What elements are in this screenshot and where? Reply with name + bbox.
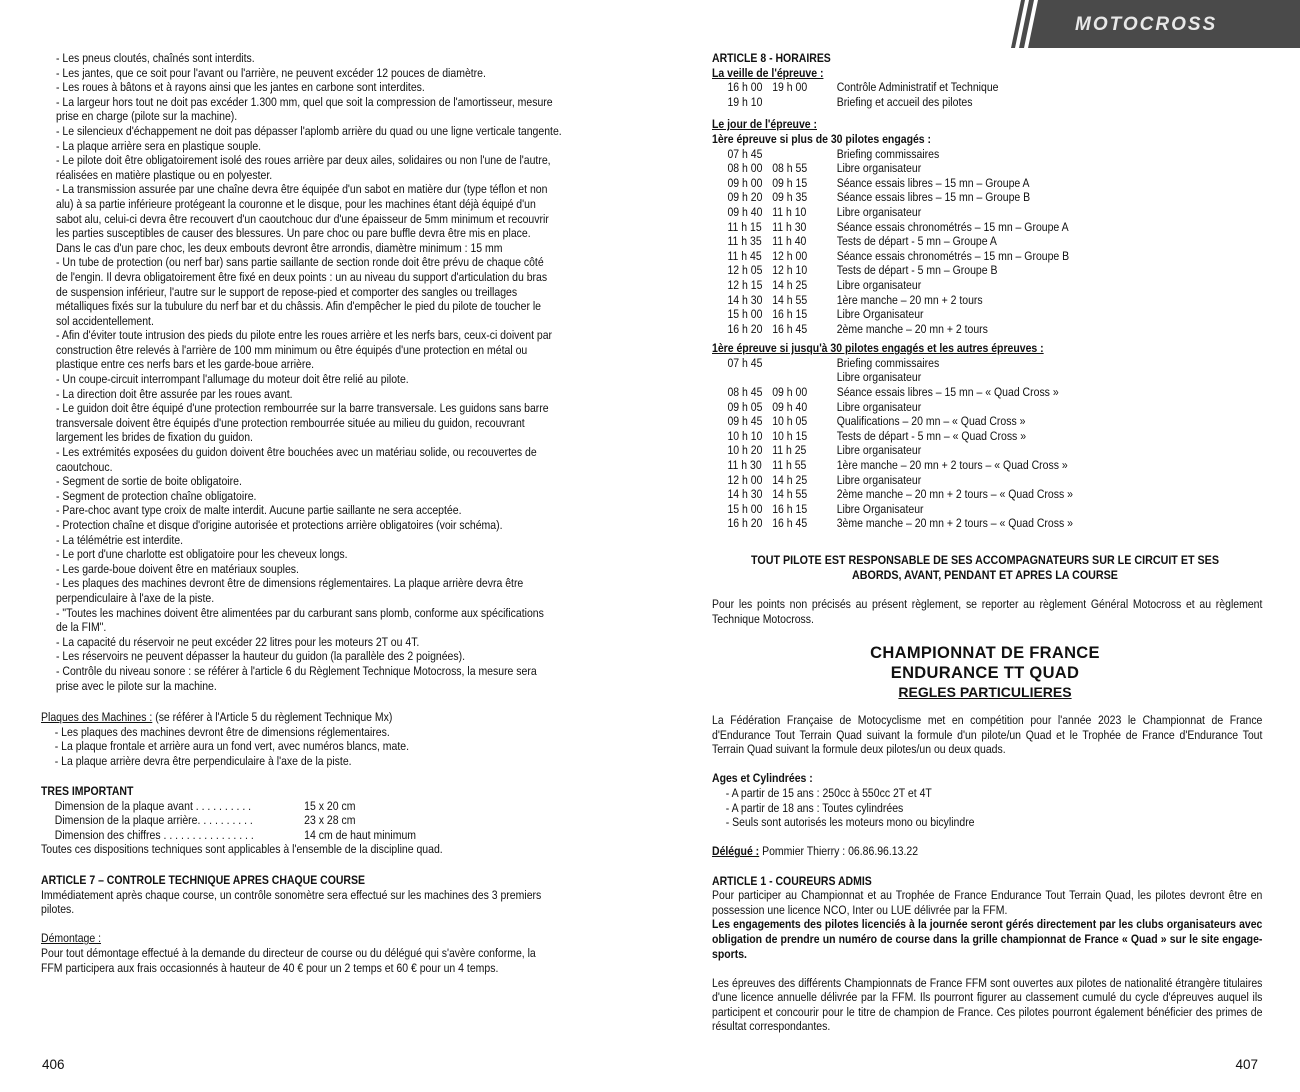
schedule-end-time: 10 h 05 bbox=[772, 414, 808, 429]
schedule-end-time: 11 h 25 bbox=[772, 443, 807, 458]
rule-line: sol accidentellement. bbox=[56, 313, 154, 328]
schedule-start-time: 10 h 10 bbox=[727, 428, 763, 443]
rule-line: largement les brides de fixation du guidon. bbox=[56, 430, 253, 445]
schedule-end-time: 09 h 15 bbox=[772, 175, 808, 190]
schedule-end-time: 12 h 10 bbox=[772, 263, 808, 278]
schedule-label: 1ère manche – 20 mn + 2 tours – « Quad Cross » bbox=[836, 458, 1068, 473]
schedule-row bbox=[712, 458, 1262, 473]
schedule-label: Libre organisateur bbox=[836, 204, 922, 219]
schedule-row bbox=[712, 234, 1262, 249]
schedule-start-time: 15 h 00 bbox=[727, 307, 763, 322]
schedule-row bbox=[712, 249, 1262, 264]
schedule-end-time: 16 h 15 bbox=[772, 307, 808, 322]
schedule-start-time: 09 h 05 bbox=[727, 399, 763, 414]
schedule-label: Tests de départ - 5 mn – « Quad Cross » bbox=[836, 428, 1027, 443]
banner-title: MOTOCROSS bbox=[1075, 14, 1218, 35]
schedule-label: Qualifications – 20 mn – « Quad Cross » bbox=[836, 414, 1026, 429]
rule-line: - La télémétrie est interdite. bbox=[56, 532, 184, 547]
schedule-row bbox=[712, 370, 1262, 385]
championship-rules bbox=[712, 713, 1262, 1034]
schedule-row bbox=[712, 487, 1262, 502]
schedule-label: Libre organisateur bbox=[836, 399, 922, 414]
rule-line: caoutchouc. bbox=[56, 459, 113, 474]
schedule-row bbox=[712, 147, 1262, 162]
delegue-value: Pommier Thierry : 06.86.96.13.22 bbox=[759, 844, 919, 859]
rule-line: - Contrôle du niveau sonore : se référer à l'article 6 du Règlement Technique Motocross, la mesure sera bbox=[56, 663, 537, 678]
dimension-value: 23 x 28 cm bbox=[304, 813, 356, 828]
jour-schedule-1 bbox=[712, 147, 1262, 337]
rule-line: de la FIM". bbox=[56, 620, 107, 635]
schedule-label: 3ème manche – 20 mn + 2 tours – « Quad Cross » bbox=[836, 516, 1073, 531]
jour-title: Le jour de l'épreuve : bbox=[712, 117, 818, 132]
schedule-start-time: 08 h 00 bbox=[727, 161, 763, 176]
schedule-label: Tests de départ - 5 mn – Groupe A bbox=[836, 234, 997, 249]
schedule-row bbox=[712, 429, 1262, 444]
article-1-text-2: Les épreuves des différents Championnats de France FFM sont ouvertes aux pilotes de nationalité étrangère titulaires d'une licence annuelle délivrée par la FFM. Ils pourront figurer au classement cumulé du cycle d'épreuves auquel ils participent et concourir pour le titre de champion de France. Ces pilotes pourront également bénéficier des primes de résultat correspondantes. bbox=[712, 975, 1263, 1034]
delegue-label: Délégué : bbox=[712, 844, 760, 859]
rule-line: de l'engin. Il devra obligatoirement être fixé en deux points : un au niveau du support d'articulation du bras bbox=[56, 269, 548, 284]
rule-line: plastique entre ces nerfs bars et les garde-boue arrière. bbox=[56, 357, 315, 372]
schedule-end-time: 09 h 35 bbox=[772, 190, 808, 205]
demontage-title: Démontage : bbox=[41, 931, 102, 946]
rule-line: - La transmission assurée par une chaîne devra être équipée d'un sabot en matière dur (type téflon et non bbox=[56, 182, 548, 197]
schedule-start-time: 09 h 20 bbox=[727, 190, 763, 205]
tres-important-section bbox=[41, 784, 591, 857]
schedule-start-time: 16 h 20 bbox=[727, 321, 763, 336]
schedule-row bbox=[712, 220, 1262, 235]
schedule-start-time: 12 h 15 bbox=[727, 277, 763, 292]
schedule-start-time: 09 h 40 bbox=[727, 204, 763, 219]
championship-heading bbox=[800, 643, 1170, 701]
plaques-section bbox=[41, 710, 591, 768]
schedule-row bbox=[712, 516, 1262, 531]
championship-title-1: CHAMPIONNAT DE FRANCE bbox=[870, 644, 1100, 662]
schedule-row bbox=[712, 80, 1262, 95]
schedule-start-time: 09 h 00 bbox=[727, 175, 763, 190]
schedule-end-time: 12 h 00 bbox=[772, 248, 808, 263]
schedule-label: Libre organisateur bbox=[836, 472, 922, 487]
rule-line: prise en charge (pilote sur la machine). bbox=[56, 109, 238, 124]
plaques-item: - Les plaques des machines devront être de dimensions réglementaires. bbox=[54, 724, 390, 739]
rule-line: perpendiculaire à l'axe de la piste. bbox=[56, 590, 215, 605]
rule-line: - Les pneus cloutés, chaînés sont interdits. bbox=[56, 51, 255, 65]
dimension-row bbox=[41, 828, 591, 843]
jour-sub2-title: 1ère épreuve si jusqu'à 30 pilotes engagés et les autres épreuves : bbox=[712, 341, 1044, 356]
schedule-start-time: 19 h 10 bbox=[727, 94, 763, 109]
demontage-text-line: FFM participera aux frais occasionnés à hauteur de 40 € pour un 2 temps et 60 € pour un 4 temps. bbox=[41, 960, 499, 975]
ages-title: Ages et Cylindrées : bbox=[712, 771, 813, 786]
schedule-row bbox=[712, 400, 1262, 415]
schedule-end-time: 11 h 55 bbox=[772, 458, 807, 473]
jour-schedule-2 bbox=[712, 356, 1262, 531]
schedule-start-time: 14 h 30 bbox=[727, 292, 763, 307]
schedule-row bbox=[712, 443, 1262, 458]
schedule-label: Libre organisateur bbox=[836, 443, 922, 458]
technical-rules-list bbox=[56, 51, 581, 693]
article-8-section bbox=[712, 51, 1262, 531]
schedule-row bbox=[712, 293, 1262, 308]
schedule-label: Libre Organisateur bbox=[836, 501, 924, 516]
dimension-label: Dimension de la plaque arrière. . . . . . . . . . bbox=[54, 813, 253, 828]
rule-line: les parties susceptibles de causer des blessures. Un pare choc ou pare buffle devra être mis en place. bbox=[56, 226, 531, 241]
rule-line: - Afin d'éviter toute intrusion des pieds du pilote entre les roues arrière et les nerfs bars, ceux-ci doivent par bbox=[56, 328, 553, 343]
schedule-start-time: 11 h 35 bbox=[727, 234, 762, 249]
schedule-start-time: 12 h 05 bbox=[727, 263, 763, 278]
schedule-label: 2ème manche – 20 mn + 2 tours bbox=[836, 321, 988, 336]
schedule-row bbox=[712, 385, 1262, 400]
schedule-end-time: 19 h 00 bbox=[772, 80, 808, 95]
schedule-label: Séance essais libres – 15 mn – « Quad Cross » bbox=[836, 385, 1059, 400]
schedule-label: Libre organisateur bbox=[836, 277, 922, 292]
schedule-end-time bbox=[772, 370, 837, 385]
rule-line: de suspension inférieur, l'autre sur le support de repose-pied et comporter des sangles ou treillages bbox=[56, 284, 518, 299]
schedule-start-time: 10 h 20 bbox=[727, 443, 763, 458]
rule-line: - La plaque arrière sera en plastique souple. bbox=[56, 138, 262, 153]
schedule-label: Séance essais chronométrés – 15 mn – Groupe B bbox=[836, 248, 1070, 263]
ages-items bbox=[712, 786, 1262, 830]
rule-line: - "Toutes les machines doivent être alimentées par du carburant sans plomb, conforme aux spécifications bbox=[56, 605, 544, 620]
schedule-label: Libre organisateur bbox=[836, 370, 922, 385]
schedule-row bbox=[712, 307, 1262, 322]
rule-line: réalisées en matière plastique ou en polyester. bbox=[56, 167, 273, 182]
ages-item: - A partir de 15 ans : 250cc à 550cc 2T et 4T bbox=[725, 785, 932, 800]
rule-line: - Les réservoirs ne peuvent dépasser la hauteur du guidon (la parallèle des 2 poignées). bbox=[56, 649, 466, 664]
schedule-row bbox=[712, 278, 1262, 293]
schedule-end-time: 09 h 00 bbox=[772, 385, 808, 400]
page-number-right: 407 bbox=[1235, 1057, 1258, 1072]
article-8-title: ARTICLE 8 - HORAIRES bbox=[712, 51, 831, 65]
schedule-row bbox=[712, 95, 1262, 110]
schedule-label: Libre organisateur bbox=[836, 161, 922, 176]
plaques-heading bbox=[41, 710, 591, 725]
schedule-start-time: 12 h 00 bbox=[727, 472, 763, 487]
schedule-end-time bbox=[772, 147, 837, 162]
rule-line: alu) à sa partie inférieure protégeant la couronne et le disque, pour les machines étant déjà équipé d'un bbox=[56, 196, 536, 211]
rule-line: - Le guidon doit être équipé d'une protection rembourrée sur la barre transversale. Les guidons sans barre bbox=[56, 401, 549, 416]
rule-line: - Un coupe-circuit interrompant l'allumage du moteur doit être relié au pilote. bbox=[56, 372, 409, 387]
schedule-start-time: 15 h 00 bbox=[727, 501, 763, 516]
championship-title-2: ENDURANCE TT QUAD bbox=[890, 664, 1080, 682]
notice-line: TOUT PILOTE EST RESPONSABLE DE SES ACCOMPAGNATEURS SUR LE CIRCUIT ET SES bbox=[751, 553, 1219, 567]
schedule-label: Tests de départ - 5 mn – Groupe B bbox=[836, 263, 998, 278]
plaques-title: Plaques des Machines : bbox=[41, 710, 153, 724]
rule-line: - Les jantes, que ce soit pour l'avant ou l'arrière, ne peuvent excéder 12 pouces de diamètre. bbox=[56, 65, 486, 80]
schedule-label: Libre Organisateur bbox=[836, 307, 924, 322]
schedule-label: 1ère manche – 20 mn + 2 tours bbox=[836, 292, 983, 307]
jour-sub1-title: 1ère épreuve si plus de 30 pilotes engagés : bbox=[712, 131, 932, 146]
schedule-label: Séance essais libres – 15 mn – Groupe B bbox=[836, 190, 1031, 205]
plaques-ref: (se référer à l'Article 5 du règlement Technique Mx) bbox=[152, 710, 393, 724]
rule-line: prise avec le pilote sur la machine. bbox=[56, 678, 217, 693]
schedule-start-time: 09 h 45 bbox=[727, 414, 763, 429]
schedule-start-time: 08 h 45 bbox=[727, 385, 763, 400]
rule-line: - Segment de sortie de boite obligatoire. bbox=[56, 474, 242, 489]
rule-line: - Les garde-boue doivent être en matériaux souples. bbox=[56, 561, 299, 576]
dimension-row bbox=[41, 799, 591, 814]
plaques-item: - La plaque arrière devra être perpendiculaire à l'axe de la piste. bbox=[54, 753, 352, 768]
schedule-row bbox=[712, 161, 1262, 176]
schedule-end-time: 14 h 25 bbox=[772, 472, 808, 487]
schedule-end-time: 11 h 10 bbox=[772, 204, 807, 219]
schedule-end-time: 08 h 55 bbox=[772, 161, 808, 176]
rule-line: - Le pilote doit être obligatoirement isolé des roues arrière par deux ailes, solidaires ou non l'une de l'autre, bbox=[56, 153, 551, 168]
article-1-text: Pour participer au Championnat et au Trophée de France Endurance Tout Terrain Quad, les pilotes devront être en possession une licence NCO, Inter ou LUE délivrée par la FFM. bbox=[712, 888, 1263, 917]
schedule-end-time: 14 h 55 bbox=[772, 487, 808, 502]
rule-line: - Les extrémités exposées du guidon doivent être bouchées avec un matériau solide, ou recouvertes de bbox=[56, 445, 537, 460]
rule-line: Dans le cas d'un pare choc, les deux embouts devront être arrondis, diamètre minimum : 15 mm bbox=[56, 240, 503, 255]
ages-item: - Seuls sont autorisés les moteurs mono ou bicylindre bbox=[725, 815, 975, 830]
page-number-left: 406 bbox=[42, 1057, 65, 1072]
plaques-items bbox=[41, 725, 591, 769]
rule-line: - La capacité du réservoir ne peut excéder 22 litres pour les moteurs 2T ou 4T. bbox=[56, 634, 420, 649]
schedule-end-time: 16 h 45 bbox=[772, 516, 808, 531]
schedule-start-time: 11 h 30 bbox=[727, 458, 762, 473]
rule-line: - Les roues à bâtons et à rayons ainsi que les jantes en carbone sont interdites. bbox=[56, 80, 425, 95]
article-7-title: ARTICLE 7 – CONTROLE TECHNIQUE APRES CHAQUE COURSE bbox=[41, 873, 365, 887]
schedule-row bbox=[712, 473, 1262, 488]
points-text: Pour les points non précisés au présent règlement, se reporter au règlement Général Motocross et au règlement Technique Motocross. bbox=[712, 597, 1263, 626]
schedule-end-time: 14 h 25 bbox=[772, 277, 808, 292]
dimension-label: Dimension de la plaque avant . . . . . . . . . . bbox=[54, 798, 252, 813]
delegue-line bbox=[712, 844, 1262, 859]
rule-line: transversale doivent être équipés d'une protection rembourrée située au milieu du guidon, recouvrant bbox=[56, 415, 525, 430]
demontage-text-line: Pour tout démontage effectué à la demande du directeur de course ou du délégué qui s'avère conforme, la bbox=[41, 945, 536, 960]
schedule-start-time: 07 h 45 bbox=[727, 355, 763, 370]
rule-line: - Le silencieux d'échappement ne doit pas dépasser l'aplomb arrière du quad ou une ligne verticale tangente. bbox=[56, 123, 562, 138]
notice-line: ABORDS, AVANT, PENDANT ET APRES LA COURSE bbox=[852, 567, 1118, 582]
ages-item: - A partir de 18 ans : Toutes cylindrées bbox=[725, 800, 904, 815]
article-7-text-line: Immédiatement après chaque course, un contrôle sonomètre sera effectué sur les machines des 3 premiers bbox=[41, 887, 542, 902]
article-7-section bbox=[41, 873, 591, 975]
schedule-start-time bbox=[712, 370, 772, 385]
dimension-value: 15 x 20 cm bbox=[304, 798, 356, 813]
rule-line: - Un tube de protection (ou nerf bar) sans partie saillante de section ronde doit être prévu de chaque côté bbox=[56, 255, 544, 270]
rule-line: - Les plaques des machines devront être de dimensions réglementaires. La plaque arrière devra être bbox=[56, 576, 524, 591]
schedule-row bbox=[712, 414, 1262, 429]
dimension-row bbox=[41, 813, 591, 828]
ffm-intro-text: La Fédération Française de Motocyclisme met en compétition pour l'année 2023 le Championnat de France d'Endurance Tout Terrain Quad suivant la formule d'un pilote/un Quad et le Trophée de France d'Endurance Tout Terrain Quad suivant la formule deux pilotes/un ou deux quads. bbox=[712, 713, 1263, 757]
section-banner bbox=[1045, 0, 1300, 48]
schedule-start-time: 11 h 45 bbox=[727, 248, 762, 263]
schedule-label: Briefing et accueil des pilotes bbox=[836, 94, 973, 109]
article-1-bold-text: Les engagements des pilotes licenciés à la journée seront gérés directement par les clubs organisateurs avec obligation de prendre un numéro de course dans la grille championnat de France « Quad » sur le site engage-sports. bbox=[712, 917, 1263, 961]
schedule-row bbox=[712, 322, 1262, 337]
rule-line: métalliques fixés sur la tubulure du nerf bar et du châssis. Afin d'empêcher le pied du pilote de toucher le bbox=[56, 299, 542, 314]
schedule-label: Briefing commissaires bbox=[836, 355, 940, 370]
dimension-value: 14 cm de haut minimum bbox=[304, 827, 417, 842]
rule-line: - Le port d'une charlotte est obligatoire pour les cheveux longs. bbox=[56, 547, 348, 562]
responsibility-notice bbox=[743, 553, 1227, 582]
schedule-end-time: 11 h 30 bbox=[772, 219, 807, 234]
rule-line: - Segment de protection chaîne obligatoire. bbox=[56, 488, 257, 503]
schedule-end-time: 09 h 40 bbox=[772, 399, 808, 414]
schedule-row bbox=[712, 356, 1262, 371]
schedule-row bbox=[712, 176, 1262, 191]
right-page bbox=[650, 0, 1300, 1092]
schedule-label: Séance essais chronométrés – 15 mn – Groupe A bbox=[836, 219, 1069, 234]
rule-line: sabot alu, celui-ci devra être recouvert d'un caoutchouc dur d'une épaisseur de 5mm minimum et recouvrir bbox=[56, 211, 549, 226]
schedule-label: 2ème manche – 20 mn + 2 tours – « Quad Cross » bbox=[836, 487, 1073, 502]
schedule-row bbox=[712, 205, 1262, 220]
banner-stripes-icon bbox=[1011, 0, 1051, 48]
rule-line: - Protection chaîne et disque d'origine autorisée et protections arrière obligatoires (voir schéma). bbox=[56, 518, 503, 532]
plaques-item: - La plaque frontale et arrière aura un fond vert, avec numéros blancs, mate. bbox=[54, 739, 409, 754]
schedule-start-time: 07 h 45 bbox=[727, 146, 763, 161]
schedule-start-time: 14 h 30 bbox=[727, 487, 763, 502]
schedule-row bbox=[712, 502, 1262, 517]
dimensions-table bbox=[41, 799, 591, 843]
veille-schedule bbox=[712, 80, 1262, 109]
schedule-label: Contrôle Administratif et Technique bbox=[836, 80, 999, 95]
tres-important-title: TRES IMPORTANT bbox=[41, 784, 134, 798]
dimension-label: Dimension des chiffres . . . . . . . . . . . . . . . . bbox=[54, 827, 254, 842]
schedule-row bbox=[712, 263, 1262, 278]
schedule-end-time bbox=[772, 95, 837, 110]
rule-line: construction être relevés à l'arrière de 100 mm minimum ou être équipés d'une protection en métal ou bbox=[56, 342, 528, 357]
schedule-start-time: 16 h 00 bbox=[727, 80, 763, 95]
schedule-end-time: 14 h 55 bbox=[772, 292, 808, 307]
schedule-row bbox=[712, 190, 1262, 205]
championship-subtitle: REGLES PARTICULIERES bbox=[898, 684, 1072, 700]
tres-important-note: Toutes ces dispositions techniques sont applicables à l'ensemble de la discipline quad. bbox=[41, 842, 443, 857]
article-7-text-line: pilotes. bbox=[41, 902, 75, 917]
schedule-label: Briefing commissaires bbox=[836, 146, 940, 161]
schedule-label: Séance essais libres – 15 mn – Groupe A bbox=[836, 175, 1030, 190]
rule-line: - Pare-choc avant type croix de malte interdit. Aucune partie saillante ne sera acceptée. bbox=[56, 503, 462, 518]
schedule-start-time: 16 h 20 bbox=[727, 516, 763, 531]
rule-line: - La direction doit être assurée par les roues avant. bbox=[56, 386, 293, 401]
schedule-end-time: 16 h 45 bbox=[772, 321, 808, 336]
schedule-end-time: 11 h 40 bbox=[772, 234, 807, 249]
veille-title: La veille de l'épreuve : bbox=[712, 65, 824, 80]
schedule-end-time bbox=[772, 356, 837, 371]
rule-line: - La largeur hors tout ne doit pas excéder 1.300 mm, quel que soit la compression de l'amortisseur, mesure bbox=[56, 94, 553, 109]
schedule-end-time: 16 h 15 bbox=[772, 501, 808, 516]
schedule-start-time: 11 h 15 bbox=[727, 219, 762, 234]
article-1-title: ARTICLE 1 - COUREURS ADMIS bbox=[712, 873, 872, 888]
schedule-end-time: 10 h 15 bbox=[772, 428, 808, 443]
